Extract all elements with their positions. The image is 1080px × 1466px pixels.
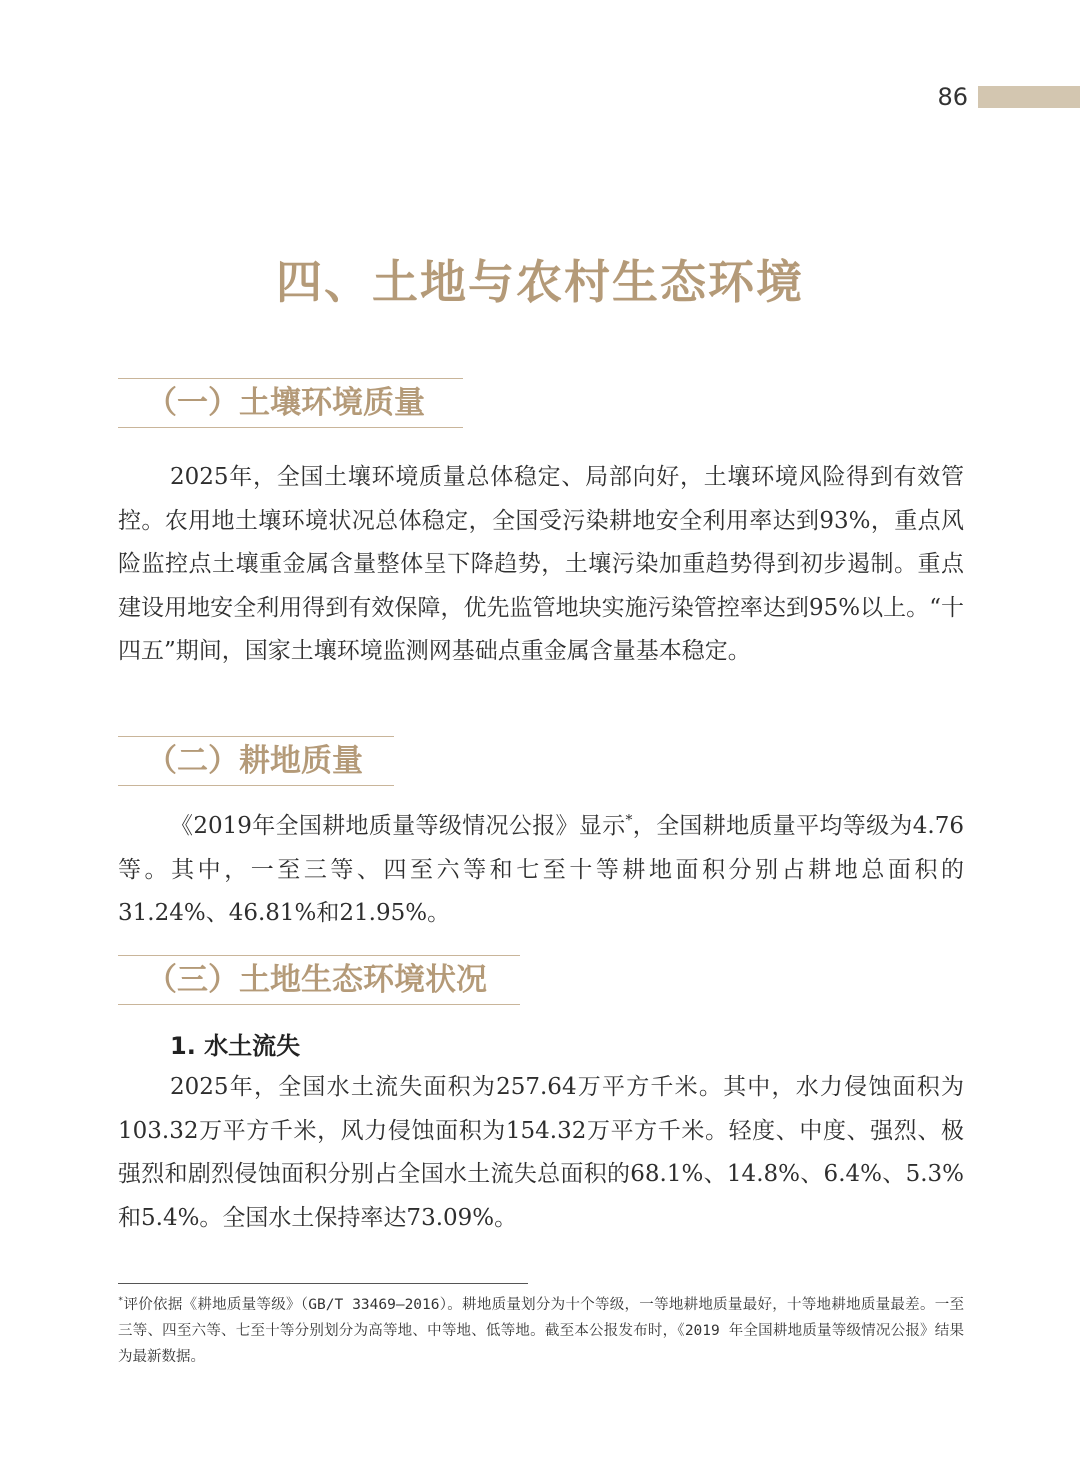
section-heading-soil-quality (118, 378, 463, 428)
section-heading-label: （三）土地生态环境状况 (146, 962, 487, 998)
subheading-soil-erosion: 1. 水土流失 (170, 1032, 301, 1060)
page-tab-decoration (978, 86, 1080, 108)
footnote-marker: * (118, 1296, 124, 1307)
paragraph-soil-erosion: 2025年，全国水土流失面积为257.64万平方千米。其中，水力侵蚀面积为103.32万平方千米，风力侵蚀面积为154.32万平方千米。轻度、中度、强烈、极强烈和剧烈侵蚀面积分别占全国水土流失总面积的68.1%、14.8%、6.4%、5.3%和5.4%。全国水土保持率达73.09%。 (118, 1074, 964, 1231)
paragraph-text-after-note: ，全国耕地质量平均等级为4.76等。其中，一至三等、四至六等和七至十等耕地面积分别占耕地总面积的31.24%、46.81%和21.95%。 (118, 813, 964, 926)
footnote-divider (118, 1283, 528, 1284)
paragraph-text-before-note: 《2019年全国耕地质量等级情况公报》显示 (170, 813, 626, 839)
paragraph-farmland-quality (118, 805, 964, 936)
paragraph-soil-quality: 2025年，全国土壤环境质量总体稳定、局部向好，土壤环境风险得到有效管控。农用地土壤环境状况总体稳定，全国受污染耕地安全利用率达到93%，重点风险监控点土壤重金属含量整体呈下降趋势，土壤污染加重趋势得到初步遏制。重点建设用地安全利用得到有效保障，优先监管地块实施污染管控率达到95%以上。“十四五”期间，国家土壤环境监测网基础点重金属含量基本稳定。 (118, 464, 964, 664)
footnote (118, 1292, 964, 1370)
footnote-text: 评价依据《耕地质量等级》（GB/T 33469—2016）。耕地质量划分为十个等级，一等地耕地质量最好，十等地耕地质量最差。一至三等、四至六等、七至十等分别划分为高等地、中等地、低等地。截至本公报发布时，《2019 年全国耕地质量等级情况公报》结果为最新数据。 (118, 1297, 964, 1365)
chapter-title: 四、土地与农村生态环境 (276, 255, 804, 309)
section-heading-land-ecology (118, 955, 520, 1005)
page-number: 86 (937, 83, 968, 111)
section-heading-label: （一）土壤环境质量 (146, 385, 425, 421)
footnote-reference-marker: * (625, 812, 633, 829)
section-heading-label: （二）耕地质量 (146, 743, 363, 779)
section-heading-farmland-quality (118, 736, 394, 786)
